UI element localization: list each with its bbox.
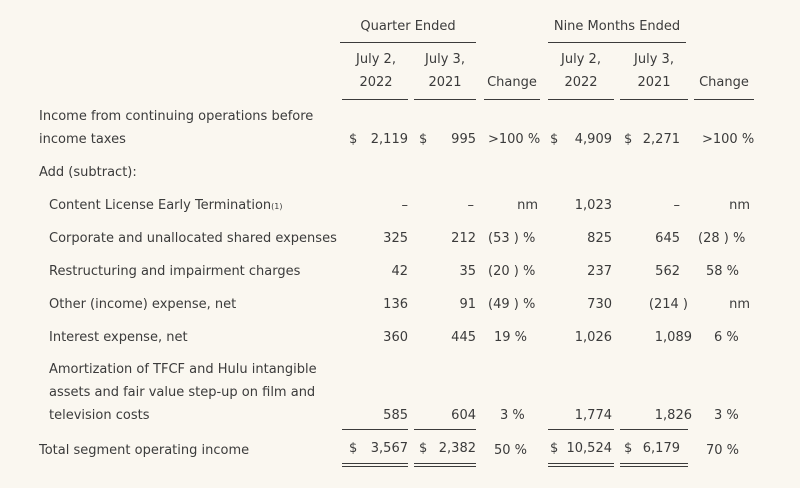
content-license-text: Content License Early Termination (49, 198, 272, 213)
income-q22-currency: $ (349, 132, 358, 147)
income-q21-currency: $ (419, 132, 428, 147)
other-q21-value: 91 (459, 297, 476, 312)
content-n-change: nm (729, 198, 750, 213)
quarter-ended-header: Quarter Ended (360, 19, 456, 34)
other-label: Other (income) expense, net (49, 297, 237, 312)
total-n21-value: 6,179 (642, 441, 680, 456)
col-n-change: Change (699, 75, 749, 90)
interest-label: Interest expense, net (49, 330, 188, 345)
col-n2021-line2: 2021 (637, 75, 671, 90)
content-q21-value: – (467, 198, 474, 213)
total-n21-currency: $ (624, 441, 633, 456)
total-n22-value: 10,524 (566, 441, 612, 456)
amortization-label-line3: television costs (49, 408, 150, 423)
col-n2022-line2: 2022 (564, 75, 598, 90)
amortization-q22-value: 585 (383, 408, 408, 423)
income-label-line2: income taxes (39, 132, 126, 147)
total-q-change: 50 % (494, 443, 528, 458)
subtotal-rule-n21 (620, 429, 688, 430)
subtotal-rule-q21 (414, 429, 476, 430)
total-double-rule-q21-a (414, 463, 476, 464)
col-q2022-line2: 2022 (359, 75, 393, 90)
total-double-rule-q21-b (414, 466, 476, 467)
nine-months-ended-header: Nine Months Ended (553, 19, 681, 34)
col-n2021-line1: July 3, (634, 52, 674, 67)
amortization-n-change: 3 % (714, 408, 739, 423)
subtotal-rule-q22 (342, 429, 408, 430)
other-q22-value: 136 (383, 297, 408, 312)
col-n2021-rule (620, 99, 688, 100)
income-n22-currency: $ (550, 132, 559, 147)
quarter-header-rule (340, 42, 476, 43)
col-q2022-rule (342, 99, 408, 100)
restructuring-q-change: (20 ) % (488, 264, 536, 279)
corporate-q22-value: 325 (383, 231, 408, 246)
restructuring-n21-value: 562 (655, 264, 680, 279)
amortization-q21-value: 604 (451, 408, 476, 423)
col-n2022-line1: July 2, (561, 52, 601, 67)
col-q-change: Change (487, 75, 537, 90)
corporate-q-change: (53 ) % (488, 231, 536, 246)
income-n21-value: 2,271 (642, 132, 680, 147)
nine-months-header-rule (548, 42, 686, 43)
amortization-label-line1: Amortization of TFCF and Hulu intangible (49, 362, 317, 377)
corporate-q21-value: 212 (451, 231, 476, 246)
col-q2021-line2: 2021 (428, 75, 462, 90)
total-q21-value: 2,382 (438, 441, 476, 456)
total-n22-currency: $ (550, 441, 559, 456)
col-q2022-line1: July 2, (356, 52, 396, 67)
restructuring-q22-value: 42 (391, 264, 408, 279)
interest-q21-value: 445 (451, 330, 476, 345)
subtotal-rule-n22 (548, 429, 614, 430)
restructuring-n22-value: 237 (587, 264, 612, 279)
corporate-label: Corporate and unallocated shared expenses (49, 231, 337, 246)
corporate-n-change: (28 ) % (698, 231, 746, 246)
total-double-rule-q22-a (342, 463, 408, 464)
restructuring-n-change: 58 % (706, 264, 740, 279)
total-double-rule-n22-b (548, 466, 614, 467)
content-q22-value: – (401, 198, 408, 213)
col-n2022-rule (548, 99, 614, 100)
content-n21-value: – (673, 198, 680, 213)
total-q21-currency: $ (419, 441, 428, 456)
total-label: Total segment operating income (39, 443, 250, 458)
other-q-change: (49 ) % (488, 297, 536, 312)
restructuring-label: Restructuring and impairment charges (49, 264, 301, 279)
amortization-q-change: 3 % (500, 408, 525, 423)
total-n-change: 70 % (706, 443, 740, 458)
col-q2021-rule (414, 99, 476, 100)
content-n22-value: 1,023 (574, 198, 612, 213)
other-n-change: nm (729, 297, 750, 312)
total-double-rule-n21-a (620, 463, 688, 464)
interest-n22-value: 1,026 (574, 330, 612, 345)
interest-n-change: 6 % (714, 330, 739, 345)
amortization-n22-value: 1,774 (574, 408, 612, 423)
total-double-rule-q22-b (342, 466, 408, 467)
total-q22-currency: $ (349, 441, 358, 456)
other-n21-value: (214 ) (648, 297, 688, 312)
corporate-n21-value: 645 (655, 231, 680, 246)
income-q-change: >100 % (488, 132, 541, 147)
interest-q-change: 19 % (494, 330, 528, 345)
total-double-rule-n22-a (548, 463, 614, 464)
total-double-rule-n21-b (620, 466, 688, 467)
interest-n21-value: 1,089 (654, 330, 692, 345)
restructuring-q21-value: 35 (459, 264, 476, 279)
content-q-change: nm (517, 198, 538, 213)
amortization-label-line2: assets and fair value step-up on film and (49, 385, 316, 400)
income-n22-value: 4,909 (574, 132, 612, 147)
content-license-label (49, 198, 283, 215)
income-n21-currency: $ (624, 132, 633, 147)
income-q22-value: 2,119 (370, 132, 408, 147)
interest-q22-value: 360 (383, 330, 408, 345)
income-n-change: >100 % (702, 132, 755, 147)
footnote-marker: (1) (271, 202, 283, 211)
col-n-change-rule (694, 99, 754, 100)
add-subtract-label: Add (subtract): (39, 165, 137, 180)
income-q21-value: 995 (451, 132, 476, 147)
total-q22-value: 3,567 (370, 441, 408, 456)
income-label-line1: Income from continuing operations before (39, 109, 314, 124)
other-n22-value: 730 (587, 297, 612, 312)
col-q-change-rule (484, 99, 540, 100)
corporate-n22-value: 825 (587, 231, 612, 246)
col-q2021-line1: July 3, (425, 52, 465, 67)
amortization-n21-value: 1,826 (654, 408, 692, 423)
